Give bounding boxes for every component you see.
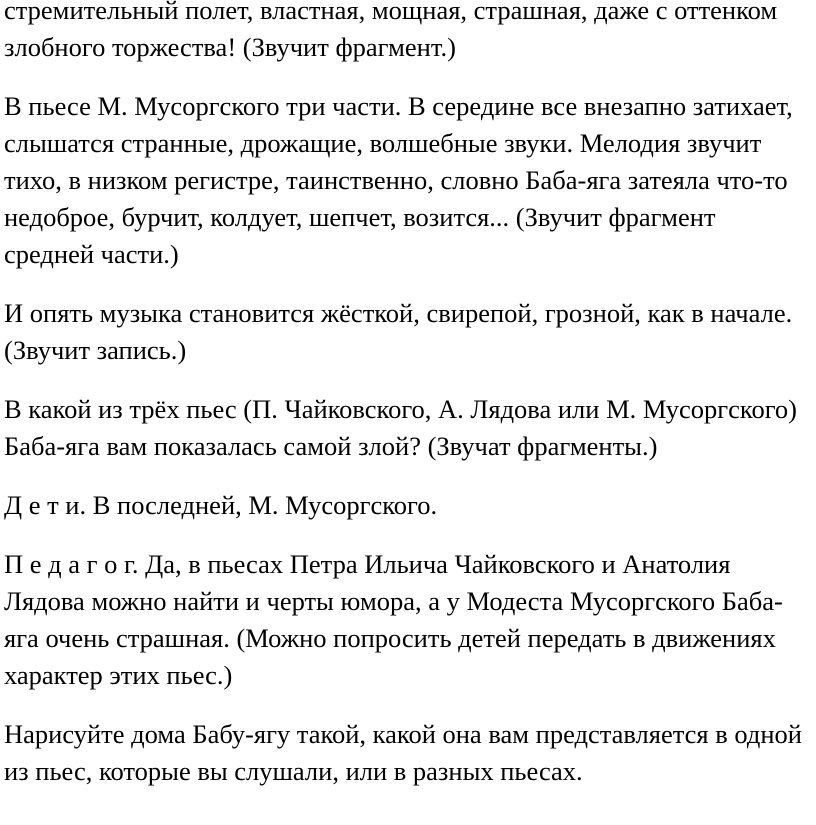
document-body: [4, 0, 804, 812]
paragraph-continuation: стремительный полет, властная, мощная, страшная, даже с оттенком злобного торжества! (Звучит фрагмент.): [4, 0, 778, 62]
paragraph-music-returns: И опять музыка становится жёсткой, свирепой, грозной, как в начале. (Звучит запись.): [4, 298, 793, 365]
paragraph-homework: Нарисуйте дома Бабу-ягу такой, какой она вам представляется в одной из пьес, которые вы слушали, или в разных пьесах.: [4, 719, 802, 786]
paragraph-question: В какой из трёх пьес (П. Чайковского, А. Лядова или М. Мусоргского) Баба-яга вам показалась самой злой? (Звучат фрагменты.): [4, 394, 797, 461]
paragraph-mussorgsky-parts: В пьесе М. Мусоргского три части. В середине все внезапно затихает, слышатся странные, дрожащие, волшебные звуки. Мелодия звучит тихо, в низком регистре, таинственно, словно Баба-яга затеяла что-то недоброе, бурчит, колдует, шепчет, возится... (Звучит фрагмент средней части.): [4, 91, 793, 269]
paragraph-children-answer: Д е т и. В последней, М. Мусоргского.: [4, 490, 438, 520]
paragraph-teacher-remark: П е д а г о г. Да, в пьесах Петра Ильича Чайковского и Анатолия Лядова можно найти и черты юмора, а у Модеста Мусоргского Баба-яга очень страшная. (Можно попросить детей передать в движениях характер этих пьес.): [4, 549, 783, 690]
